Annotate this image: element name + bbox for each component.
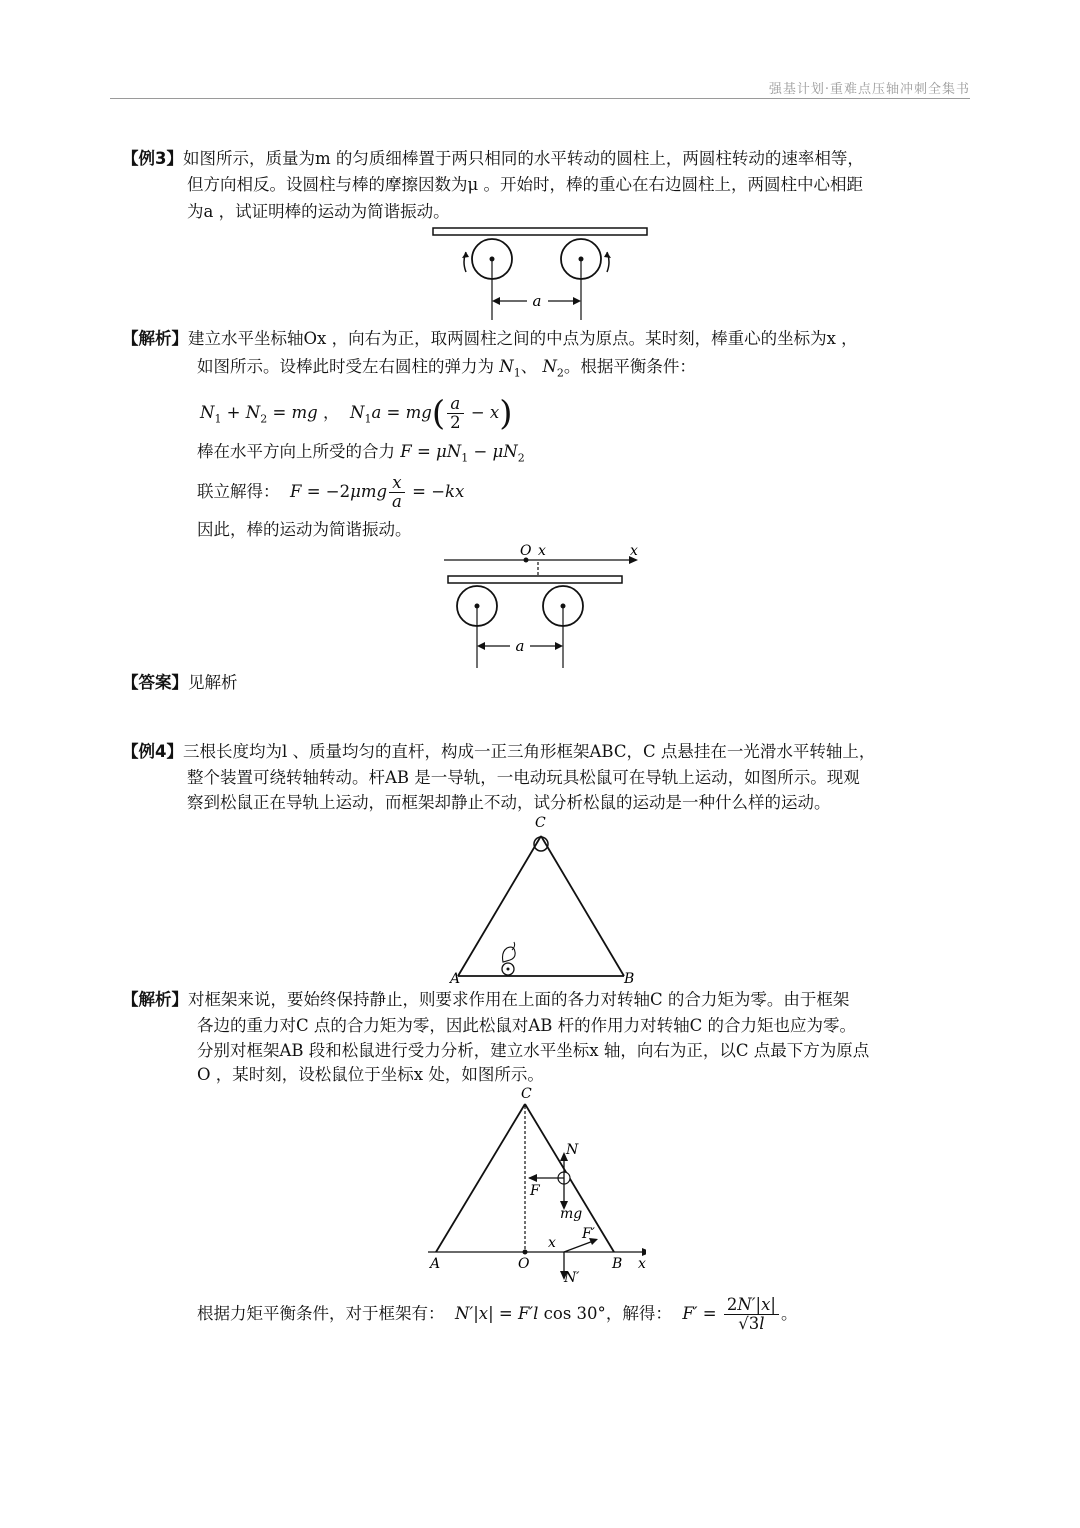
header-divider — [110, 98, 970, 99]
example4-analysis-line1 — [122, 989, 849, 1011]
left-cylinder-center — [490, 257, 495, 262]
force-fig-O-label: O — [518, 1256, 530, 1272]
right-cylinder-2-center — [561, 604, 566, 609]
example3-tag: 【例3】 — [122, 149, 183, 168]
example3-text1: 如图所示，质量为m 的匀质细棒置于两只相同的水平转动的圆柱上，两圆柱转动的速率相等， — [182, 149, 864, 168]
example3-figure-cylinders — [430, 224, 650, 322]
force-fig-x-axis-arrowhead — [642, 1248, 646, 1256]
origin-label: O — [520, 543, 532, 559]
dimension-label-a: a — [532, 292, 542, 310]
example3-conclusion: 因此，棒的运动为简谐振动。 — [197, 520, 412, 539]
equation-result: 联立解得： F = −2μmg $\frac{x}{a}$ = −kx — [197, 473, 465, 511]
example4-text1: 三根长度均为l 、质量均匀的直杆，构成一正三角形框架ABC，C 点悬挂在一光滑水平转轴上， — [182, 742, 876, 761]
analysis-line2-prefix: 如图所示。设棒此时受左右圆柱的弹力为 — [197, 357, 494, 376]
example4-line3: 察到松鼠正在导轨上运动，而框架却静止不动，试分析松鼠的运动是一种什么样的运动。 — [187, 793, 831, 812]
example4-analysis-text1: 对框架来说，要始终保持静止，则要求作用在上面的各力对转轴C 的合力矩为零。由于框架 — [188, 990, 850, 1009]
rod-2 — [448, 576, 622, 583]
side-CB — [541, 836, 624, 976]
squirrel-toy — [502, 942, 515, 975]
position-x-label: x — [548, 1235, 556, 1251]
vertex-C-label: C — [535, 815, 546, 831]
x-position-label: x — [538, 543, 546, 559]
final-mid: ，解得： — [605, 1304, 672, 1323]
x-axis-label: x — [630, 543, 638, 559]
force-fig-A-label: A — [430, 1256, 441, 1272]
force-N-prime-label: N′ — [564, 1270, 580, 1286]
vertex-A-label: A — [450, 971, 461, 986]
example4-figure-forces — [424, 1082, 646, 1286]
example3-answer — [122, 672, 238, 694]
example4-analysis-line2: 各边的重力对C 点的合力矩为零，因此松鼠对AB 杆的作用力对转轴C 的合力矩也应为零。 — [197, 1016, 857, 1035]
force-N-label: N — [566, 1142, 579, 1158]
force-mg-label: mg — [560, 1206, 583, 1222]
answer-text: 见解析 — [188, 673, 238, 692]
side-CA — [458, 836, 541, 976]
dim-arrowhead-right-2 — [555, 642, 563, 650]
example4-line1 — [122, 741, 875, 763]
right-rotation-arrowhead — [604, 252, 611, 258]
example3-line1 — [122, 148, 864, 170]
dimension-label-a-2: a — [515, 637, 525, 655]
example4-final-equation: 根据力矩平衡条件，对于框架有： N′|x| = F′l cos 30°，解得： F′ = $\frac{2N'|x|}{√3l}$ 。 — [197, 1295, 798, 1333]
rod — [433, 228, 647, 235]
force-F-prime-label: F′ — [582, 1226, 595, 1242]
equation-net-force: 棒在水平方向上所受的合力 $F = \mu N_1 - \mu N_2$ — [197, 442, 525, 465]
example4-analysis-tag: 【解析】 — [122, 990, 188, 1009]
final-end: 。 — [780, 1304, 798, 1323]
header-series-title: 强基计划·重难点压轴冲刺全集书 — [768, 82, 970, 97]
example3-analysis-text1: 建立水平坐标轴Ox ，向右为正，取两圆柱之间的中点为原点。某时刻，棒重心的坐标为x ， — [188, 329, 858, 348]
example3-figure-axis — [440, 542, 642, 670]
net-force-prefix: 棒在水平方向上所受的合力 — [197, 442, 395, 461]
example3-line2: 但方向相反。设圆柱与棒的摩擦因数为μ 。开始时，棒的重心在右边圆柱上，两圆柱中心相距 — [187, 175, 863, 194]
example4-analysis-line3: 分别对框架AB 段和松鼠进行受力分析，建立水平坐标x 轴，向右为正，以C 点最下方为原点 — [197, 1041, 870, 1060]
analysis-line2-suffix: 。根据平衡条件： — [563, 357, 696, 376]
dimension-arrowhead-right — [573, 297, 581, 305]
example3-line3: 为a ，试证明棒的运动为简谐振动。 — [187, 202, 450, 221]
example3-analysis-line2: 如图所示。设棒此时受左右圆柱的弹力为 $N_1$、 $N_2$。根据平衡条件： — [197, 357, 696, 380]
origin-O-point — [523, 1250, 528, 1255]
example4-line2: 整个装置可绕转轴转动。杆AB 是一导轨，一电动玩具松鼠可在导轨上运动，如图所示。现观 — [187, 768, 860, 787]
final-prefix: 根据力矩平衡条件，对于框架有： — [197, 1304, 445, 1323]
example3-analysis-line1 — [122, 328, 858, 350]
vertex-B-label: B — [624, 971, 635, 986]
dimension-arrowhead-left — [492, 297, 500, 305]
right-cylinder-center — [579, 257, 584, 262]
force-fig-B-label: B — [612, 1256, 623, 1272]
example4-analysis-line4: O ，某时刻，设松鼠位于坐标x 处，如图所示。 — [197, 1065, 544, 1084]
force-F-label: F — [530, 1183, 540, 1199]
force-fig-side-CA — [436, 1104, 525, 1252]
example4-figure-triangle — [446, 812, 636, 986]
analysis-line2-mid: 、 — [520, 357, 538, 376]
force-fig-x-axis-label: x — [638, 1256, 646, 1272]
left-cylinder-2-center — [475, 604, 480, 609]
answer-tag: 【答案】 — [122, 673, 188, 692]
force-fig-C-label: C — [521, 1086, 532, 1102]
example4-tag: 【例4】 — [122, 742, 183, 761]
example3-analysis-tag: 【解析】 — [122, 329, 188, 348]
equation-balance: $N_1 + N_2$ = mg ， $N_1a = mg$( $\frac{a}{2}$ − x) — [200, 393, 513, 434]
dim-arrowhead-left-2 — [477, 642, 485, 650]
force-F-arrowhead — [528, 1174, 537, 1182]
left-rotation-arrowhead — [462, 252, 469, 258]
result-prefix: 联立解得： — [197, 482, 280, 501]
